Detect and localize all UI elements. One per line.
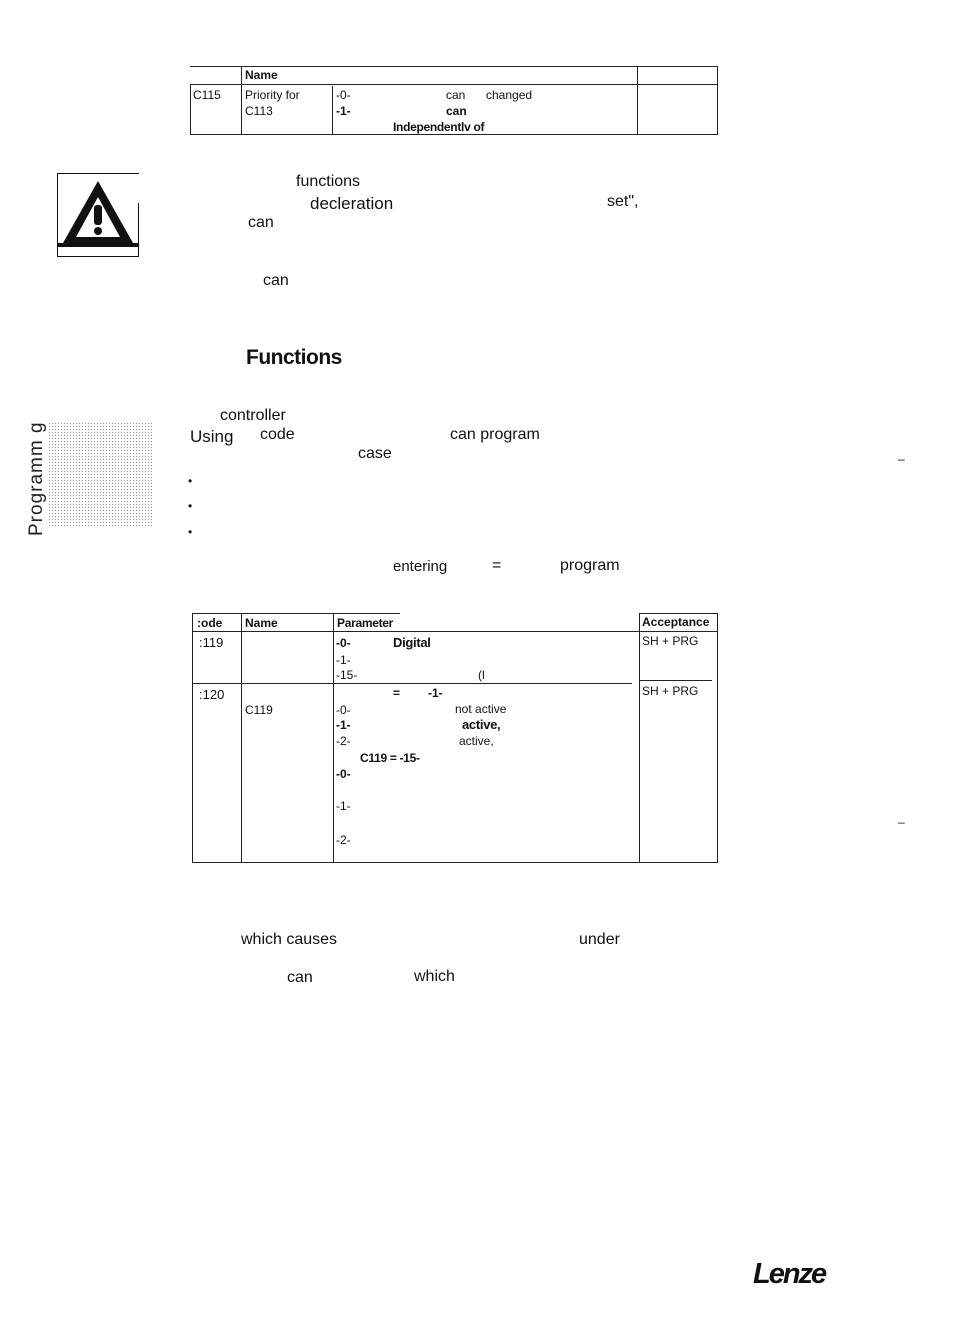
- table2-row1-p15-num: -15-: [336, 668, 358, 682]
- table1-param0-changed: changed: [486, 88, 533, 102]
- table1-name-line1: Priority for: [245, 88, 300, 102]
- body-word-program: program: [560, 557, 620, 574]
- table1-name-line2: C113: [245, 104, 273, 118]
- bottom-word-which: which: [414, 968, 455, 985]
- table2-row1-p15-text: (l: [478, 668, 485, 682]
- body-word-case: case: [358, 445, 392, 462]
- sidebar-dither-pattern: [48, 422, 153, 528]
- body-word-using: Using: [190, 427, 234, 446]
- body-word-controller: controller: [220, 407, 286, 424]
- bullet-2: •: [188, 499, 193, 513]
- table1-code: C115: [193, 88, 221, 102]
- table2-row2-p2-text: active,: [459, 734, 494, 748]
- body-word-can-program: can program: [450, 426, 540, 443]
- bullet-1: •: [188, 474, 193, 488]
- bullet-3: •: [188, 525, 193, 539]
- warning-word-can: can: [248, 214, 274, 231]
- margin-mark-1: –: [898, 452, 905, 466]
- warning-word-functions: functions: [296, 173, 361, 190]
- sidebar-tab: [22, 395, 47, 536]
- table2-row2-acceptance: SH + PRG: [642, 684, 699, 698]
- table1-param1-num: -1-: [336, 104, 351, 118]
- table1-param1-can: can: [446, 104, 467, 118]
- warning-word-set: set",: [607, 193, 639, 210]
- lenze-logo: Lenze: [753, 1258, 826, 1290]
- body-equals: =: [492, 557, 502, 574]
- table2-row2-p0-text: not active: [455, 702, 507, 716]
- bottom-word-can: can: [287, 969, 313, 986]
- table1-header-name: Name: [245, 68, 278, 82]
- table2-header-code: :ode: [197, 616, 223, 630]
- table2-row2-name: C119: [245, 703, 273, 717]
- table2-row2-p1-num: -1-: [336, 718, 351, 732]
- bottom-word-which-causes: which causes: [241, 931, 338, 948]
- body-word-entering: entering: [393, 558, 448, 575]
- table2-header-parameter: Parameter: [337, 616, 394, 630]
- table1-param1-indep: Independentlv of: [393, 120, 485, 134]
- table2-row1-p1-num: -1-: [336, 653, 351, 667]
- table2-row2-q1-num: -1-: [336, 799, 351, 813]
- table2-row2-q2-num: -2-: [336, 833, 351, 847]
- table2-row1-acceptance: SH + PRG: [642, 634, 699, 648]
- sidebar-label: Programm g: [26, 421, 47, 536]
- warning-word-can-2: can: [263, 272, 289, 289]
- table2-row2-cond1-eq: =: [393, 686, 401, 700]
- table2-row2-q0-num: -0-: [336, 767, 351, 781]
- margin-mark-2: –: [898, 815, 905, 829]
- table2-row2-cond1-val: -1-: [428, 686, 443, 700]
- section-title: Functions: [246, 346, 342, 369]
- table2-row2-p2-num: -2-: [336, 734, 351, 748]
- table2-row1-p0-num: -0-: [336, 636, 351, 650]
- table2-header-acceptance: Acceptance: [642, 615, 710, 629]
- table2-row1-code: :119: [199, 635, 224, 650]
- table1-param0-can: can: [446, 88, 466, 102]
- table2-row2-p1-text: active,: [462, 717, 501, 732]
- warning-word-decleration: decleration: [310, 194, 394, 213]
- table2-header-name: Name: [245, 616, 278, 630]
- bottom-word-under: under: [579, 931, 620, 948]
- table2-row2-cond2: C119 = -15-: [360, 751, 420, 765]
- table1-param0-num: -0-: [336, 88, 351, 102]
- table2-row2-code: :120: [199, 687, 225, 702]
- warning-icon: [57, 173, 139, 257]
- table2-row1-p0-text: Digital: [393, 635, 431, 650]
- table2-row2-p0-num: -0-: [336, 703, 351, 717]
- body-word-code: code: [260, 426, 295, 443]
